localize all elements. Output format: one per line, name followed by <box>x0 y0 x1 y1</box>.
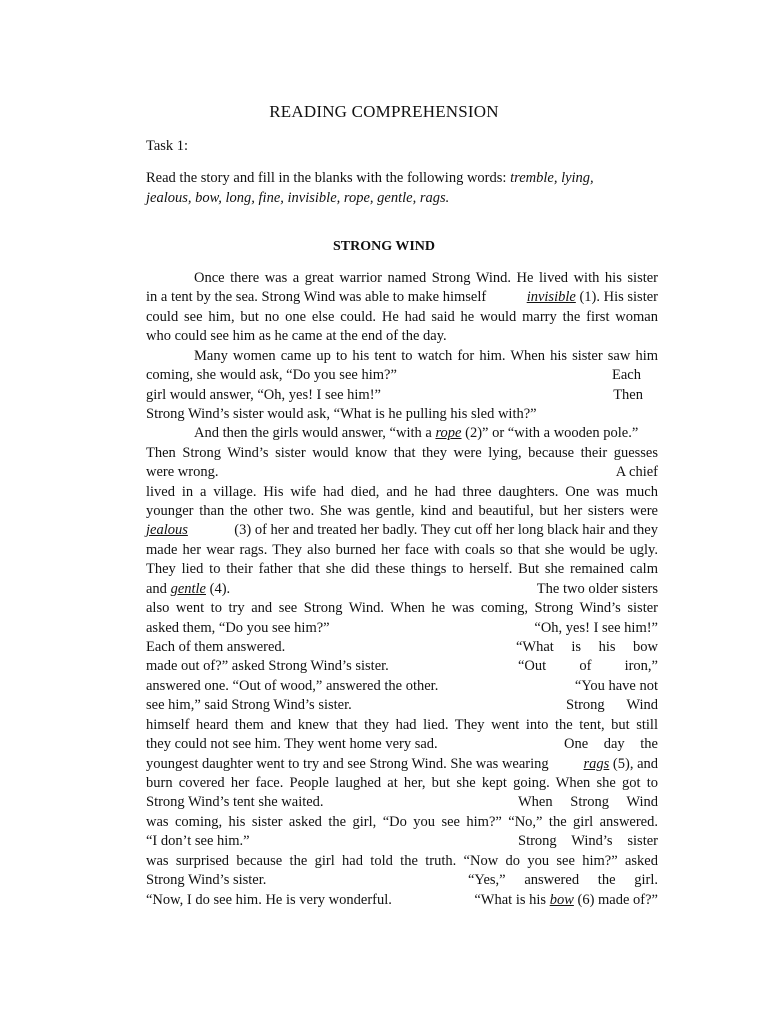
task-label: Task 1: <box>146 138 189 154</box>
blank-answer-2: rope <box>435 425 462 442</box>
instructions-line-2 <box>146 188 658 208</box>
blank-answer-5: rags <box>583 755 610 772</box>
story-line <box>146 386 658 405</box>
story-text: Strong Wind’s sister. <box>146 872 267 889</box>
word-list-1: tremble, lying, <box>510 170 594 186</box>
story-line <box>146 288 658 307</box>
word-list-2: jealous, bow, long, fine, invisible, rope, gentle, rags. <box>146 190 450 206</box>
story-text: youngest daughter went to try and see Strong Wind. She was wearing <box>146 755 549 772</box>
story-text: When Strong Wind <box>518 794 658 811</box>
story-line: younger than the other two. She was gentle, kind and beautiful, but her sisters were <box>146 503 658 520</box>
story-line <box>146 424 658 443</box>
story-text: (5), and <box>609 755 658 772</box>
story-text: And then the girls would answer, “with a <box>194 425 436 442</box>
instructions-lead: Read the story and fill in the blanks with the following words: <box>146 170 511 186</box>
blank-answer-4: gentle <box>170 580 206 597</box>
story-text: asked them, “Do you see him?” <box>146 619 330 636</box>
story-text: “What is his bow <box>516 639 658 656</box>
story-text <box>474 891 658 910</box>
story-text: Then <box>613 386 643 403</box>
story-text: coming, she would ask, “Do you see him?” <box>146 367 397 384</box>
blank-answer-6: bow <box>549 891 574 908</box>
story-body <box>146 269 658 910</box>
story-line <box>146 793 658 812</box>
story-text: (2)” or “with a wooden pole.” <box>461 425 639 442</box>
story-text: and <box>146 580 171 597</box>
story-line <box>146 619 658 638</box>
story-line: who could see him as he came at the end of the day. <box>146 328 447 345</box>
story-text: made out of?” asked Strong Wind’s sister. <box>146 658 389 675</box>
story-line: made her wear rags. They also burned her face with coals so that she would be ugly. <box>146 541 658 558</box>
instructions-line-1 <box>146 168 658 188</box>
story-text: Each <box>612 367 641 384</box>
story-text: (1). His sister <box>575 289 658 306</box>
story-text: in a tent by the sea. Strong Wind was able to make himself <box>146 289 487 306</box>
story-title: STRONG WIND <box>332 239 436 254</box>
story-line <box>146 366 658 385</box>
story-line <box>146 696 658 715</box>
story-text: they could not see him. They went home very sad. <box>146 736 438 753</box>
story-text: “Oh, yes! I see him!” <box>534 619 658 636</box>
blank-answer-1: invisible <box>526 289 576 306</box>
story-line <box>146 677 658 696</box>
story-line <box>146 521 658 540</box>
story-text: Strong Wind <box>566 697 658 714</box>
story-text: “What is his <box>474 891 550 908</box>
story-text: girl would answer, “Oh, yes! I see him!” <box>146 386 381 403</box>
story-text: “Out of iron,” <box>518 658 658 675</box>
story-text: (4). <box>206 580 231 597</box>
story-text: see him,” said Strong Wind’s sister. <box>146 697 352 714</box>
story-line: could see him, but no one else could. He had said he would marry the first woman <box>146 308 658 325</box>
story-text: (3) of her and treated her badly. They cut off her long black hair and they <box>234 522 658 539</box>
story-text: Each of them answered. <box>146 639 286 656</box>
story-line: was surprised because the girl had told the truth. “Now do you see him?” asked <box>146 852 658 869</box>
story-line: Many women came up to his tent to watch for him. When his sister saw him <box>194 347 658 364</box>
story-line <box>146 463 658 482</box>
story-text: “Now, I do see him. He is very wonderful. <box>146 891 392 908</box>
story-line <box>146 657 658 676</box>
story-line: lived in a village. His wife had died, and he had three daughters. One was much <box>146 483 658 500</box>
story-line: Once there was a great warrior named Strong Wind. He lived with his sister <box>194 270 658 286</box>
story-text <box>527 288 658 307</box>
story-line <box>146 871 658 890</box>
story-text: were wrong. <box>146 464 219 481</box>
story-line: himself heard them and knew that they had lied. They went into the tent, but still <box>146 716 658 733</box>
story-line: They lied to their father that she did these things to herself. But she remained calm <box>146 561 658 578</box>
story-text: Strong Wind’s sister <box>518 833 658 850</box>
story-text: One day the <box>564 736 658 753</box>
story-line: Strong Wind’s sister would ask, “What is he pulling his sled with?” <box>146 405 537 422</box>
story-line: Then Strong Wind’s sister would know that they were lying, because their guesses <box>146 444 658 461</box>
story-line <box>146 580 658 599</box>
story-text: Strong Wind’s tent she waited. <box>146 794 324 811</box>
story-line <box>146 891 658 910</box>
story-line: burn covered her face. People laughed at her, but she kept going. When she got to <box>146 774 658 791</box>
story-text: “Yes,” answered the girl. <box>468 872 658 889</box>
story-line: was coming, his sister asked the girl, “Do you see him?” “No,” the girl answered. <box>146 813 658 830</box>
story-line <box>146 638 658 657</box>
story-text: (6) made of?” <box>573 891 658 908</box>
story-text: A chief <box>615 464 658 481</box>
story-text <box>583 755 658 774</box>
blank-answer-3: jealous <box>146 522 188 539</box>
story-text: answered one. “Out of wood,” answered the other. <box>146 677 439 694</box>
page-title: READING COMPREHENSION <box>269 102 499 121</box>
story-text: “You have not <box>574 677 658 694</box>
instructions <box>146 168 658 208</box>
story-text: “I don’t see him.” <box>146 833 250 850</box>
story-line <box>146 735 658 754</box>
story-text: The two older sisters <box>536 580 658 597</box>
story-line <box>146 755 658 774</box>
story-line <box>146 832 658 851</box>
story-line: also went to try and see Strong Wind. When he was coming, Strong Wind’s sister <box>146 600 658 617</box>
